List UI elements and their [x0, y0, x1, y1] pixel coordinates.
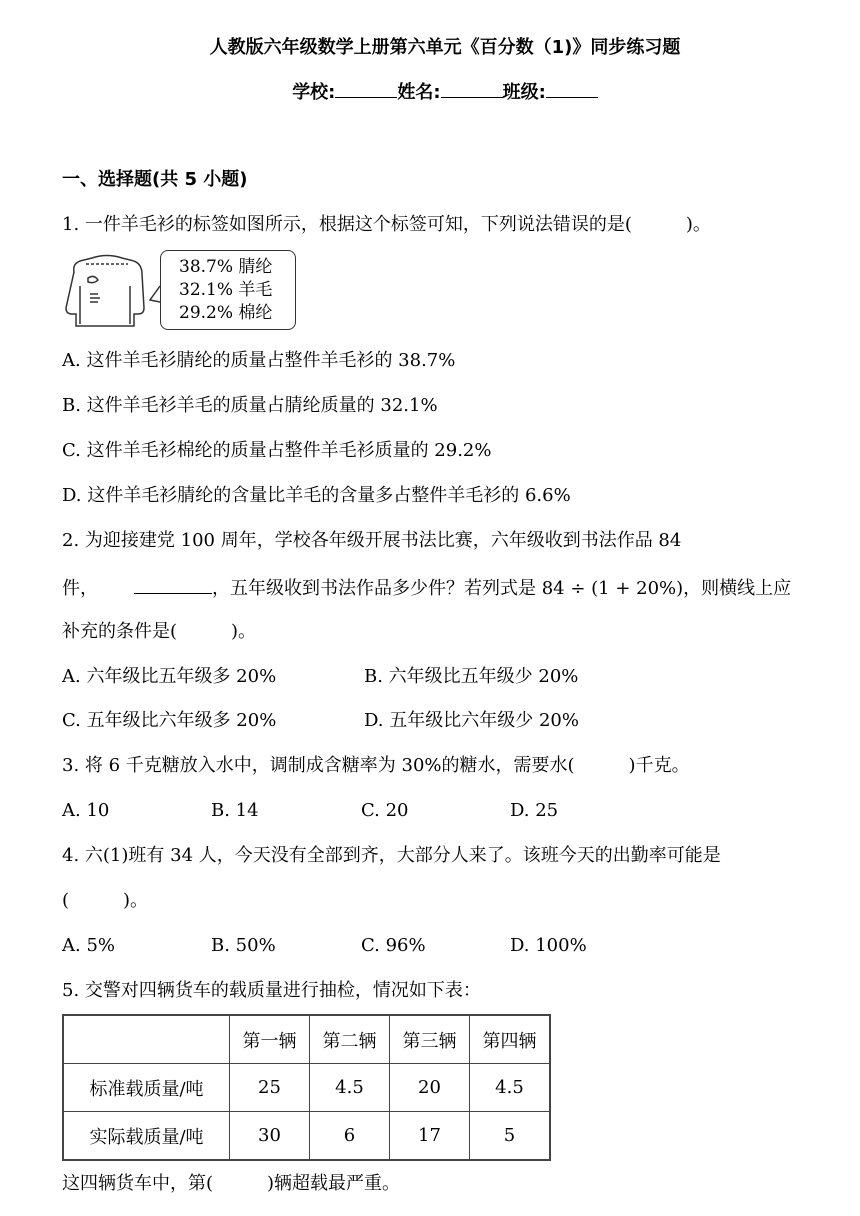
q3-option-d[interactable]: D. 25	[510, 800, 559, 821]
cargo-table	[62, 1014, 551, 1161]
table-cell: 20	[390, 1064, 470, 1112]
table-header-cell	[63, 1015, 230, 1064]
class-label: 班级:	[502, 82, 546, 103]
school-blank[interactable]	[335, 79, 397, 98]
q5-stem: 5. 交警对四辆货车的载质量进行抽检，情况如下表：	[62, 980, 481, 1001]
table-row	[63, 1064, 550, 1112]
q4-option-c[interactable]: C. 96%	[361, 935, 426, 956]
class-blank[interactable]	[546, 79, 598, 98]
q3-option-c[interactable]: C. 20	[361, 800, 409, 821]
q2-stem-line2	[62, 575, 791, 601]
q3-stem: 3. 将 6 千克糖放入水中，调制成含糖率为 30%的糖水，需要水( )千克。	[62, 755, 690, 776]
label-bubble	[160, 250, 296, 330]
q1-option-a[interactable]: A. 这件羊毛衫腈纶的质量占整件羊毛衫的 38.7%	[62, 350, 456, 371]
table-header-cell: 第一辆	[230, 1015, 310, 1064]
q1-option-b[interactable]: B. 这件羊毛衫羊毛的质量占腈纶质量的 32.1%	[62, 395, 438, 416]
name-blank[interactable]	[441, 79, 503, 98]
q2-option-d[interactable]: D. 五年级比六年级少 20%	[364, 710, 579, 731]
q2-option-b[interactable]: B. 六年级比五年级少 20%	[364, 666, 579, 687]
table-cell: 5	[470, 1112, 551, 1161]
table-cell: 标准载质量/吨	[63, 1064, 230, 1112]
table-row	[63, 1112, 550, 1161]
q2-option-a[interactable]: A. 六年级比五年级多 20%	[62, 666, 277, 687]
table-cell: 4.5	[470, 1064, 551, 1112]
table-cell: 25	[230, 1064, 310, 1112]
label-line: 32.1% 羊毛	[179, 280, 273, 300]
q1-option-c[interactable]: C. 这件羊毛衫棉纶的质量占整件羊毛衫质量的 29.2%	[62, 440, 492, 461]
q3-option-b[interactable]: B. 14	[211, 800, 259, 821]
name-label: 姓名:	[397, 82, 441, 103]
q2-stem-line3: 补充的条件是( )。	[62, 621, 257, 642]
q2-fill-blank[interactable]	[134, 575, 212, 594]
q4-option-d[interactable]: D. 100%	[510, 935, 587, 956]
q4-stem-line2: ( )。	[62, 890, 149, 911]
table-cell: 17	[390, 1112, 470, 1161]
table-cell: 实际载质量/吨	[63, 1112, 230, 1161]
page-title: 人教版六年级数学上册第六单元《百分数（1)》同步练习题	[209, 37, 681, 58]
table-header-cell: 第四辆	[470, 1015, 551, 1064]
table-cell: 4.5	[310, 1064, 390, 1112]
section-heading: 一、选择题(共 5 小题)	[62, 169, 248, 190]
q2-stem-part-a: 件，	[62, 578, 98, 599]
q4-option-b[interactable]: B. 50%	[211, 935, 276, 956]
table-header-cell: 第二辆	[310, 1015, 390, 1064]
q4-stem-line1: 4. 六(1)班有 34 人，今天没有全部到齐，大部分人来了。该班今天的出勤率可能是	[62, 845, 721, 866]
table-cell: 6	[310, 1112, 390, 1161]
q5-ending: 这四辆货车中，第( )辆超载最严重。	[62, 1173, 401, 1194]
school-label: 学校:	[292, 82, 336, 103]
q2-stem-part-b: ，五年级收到书法作品多少件？若列式是 84 ÷ (1 + 20%)，则横线上应	[212, 578, 792, 599]
label-line: 29.2% 棉纶	[179, 303, 273, 323]
student-info-line	[0, 78, 860, 104]
q4-option-a[interactable]: A. 5%	[62, 935, 115, 956]
q2-option-c[interactable]: C. 五年级比六年级多 20%	[62, 710, 277, 731]
label-line: 38.7% 腈纶	[179, 257, 273, 277]
q1-stem: 1. 一件羊毛衫的标签如图所示，根据这个标签可知，下列说法错误的是( )。	[62, 214, 711, 235]
sweater-icon	[66, 256, 144, 327]
q1-option-d[interactable]: D. 这件羊毛衫腈纶的含量比羊毛的含量多占整件羊毛衫的 6.6%	[62, 485, 571, 506]
table-cell: 30	[230, 1112, 310, 1161]
table-header-row	[63, 1015, 550, 1064]
table-header-cell: 第三辆	[390, 1015, 470, 1064]
q2-stem-line1: 2. 为迎接建党 100 周年，学校各年级开展书法比赛，六年级收到书法作品 84	[62, 530, 682, 551]
q3-option-a[interactable]: A. 10	[62, 800, 110, 821]
